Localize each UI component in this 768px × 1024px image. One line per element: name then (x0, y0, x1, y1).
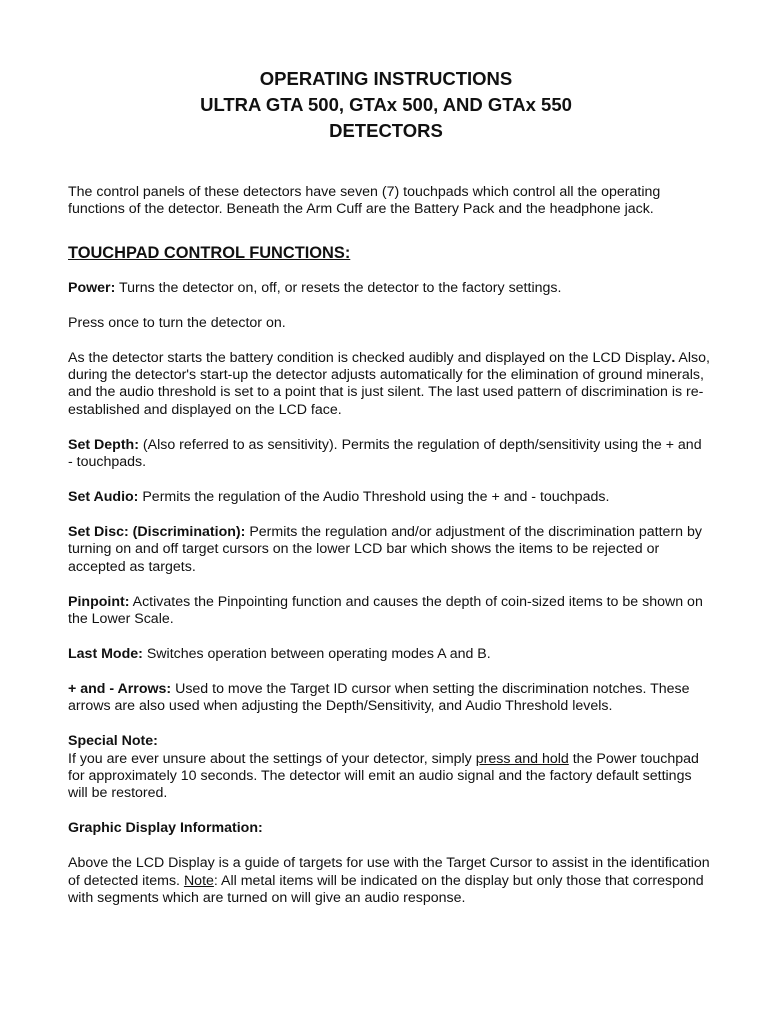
startup-text-a: As the detector starts the battery condition is checked audibly and displayed on the LCD Display (68, 349, 672, 366)
startup-bold-period: . (671, 349, 676, 366)
last-mode-paragraph (68, 646, 710, 663)
title-line-1: OPERATING INSTRUCTIONS (259, 68, 513, 89)
special-note-label: Special Note: (68, 733, 158, 750)
special-note-paragraph (68, 733, 710, 803)
pinpoint-text: Activates the Pinpointing function and causes the depth of coin-sized items to be shown on the Lower Scale. (68, 593, 703, 628)
pinpoint-label: Pinpoint: (68, 593, 130, 610)
graphic-display-text-b: : All metal items will be indicated on the display but only those that correspond with segments which are turned on will give an audio response. (68, 872, 704, 907)
set-disc-text: Permits the regulation and/or adjustment of the discrimination pattern by turning on and off target cursors on the lower LCD bar which shows the items to be rejected or accepted as targets. (68, 523, 702, 575)
set-audio-label: Set Audio: (68, 489, 139, 506)
arrows-text: Used to move the Target ID cursor when setting the discrimination notches. These arrows are also used when adjusting the Depth/Sensitivity, and Audio Threshold levels. (68, 680, 690, 715)
startup-text-b: Also, during the detector's start-up the detector adjusts automatically for the elimination of ground minerals, and the audio threshold is set to a point that is just silent. The last used pattern of discrimination is re-established and displayed on the LCD face. (68, 349, 710, 418)
set-disc-paragraph (68, 524, 710, 576)
set-depth-label: Set Depth: (68, 436, 139, 453)
title-line-2: ULTRA GTA 500, GTAx 500, AND GTAx 550 (200, 94, 572, 115)
intro-paragraph: The control panels of these detectors have seven (7) touchpads which control all the operating functions of the detector. Beneath the Arm Cuff are the Battery Pack and the headphone jack. (68, 184, 661, 218)
graphic-display-text-a: Above the LCD Display is a guide of targets for use with the Target Cursor to assist in the identification of detected items. (68, 855, 710, 889)
power-text: Turns the detector on, off, or resets the detector to the factory settings. (115, 279, 562, 296)
document-page (68, 66, 710, 907)
special-note-underlined: press and hold (475, 750, 569, 767)
set-depth-paragraph (68, 437, 710, 472)
set-depth-text: (Also referred to as sensitivity). Permits the regulation of depth/sensitivity using the + and - touchpads. (68, 436, 702, 471)
power-paragraph (68, 280, 710, 297)
power-label: Power: (68, 279, 116, 296)
special-note-text-a: If you are ever unsure about the settings of your detector, simply (68, 750, 476, 767)
document-title (62, 66, 710, 144)
arrows-label: + and - Arrows: (68, 680, 172, 697)
title-line-3: DETECTORS (329, 120, 443, 141)
arrows-paragraph (68, 681, 710, 716)
set-audio-text: Permits the regulation of the Audio Threshold using the + and - touchpads. (138, 489, 610, 506)
pinpoint-paragraph (68, 594, 710, 629)
last-mode-text: Switches operation between operating modes A and B. (142, 646, 491, 662)
startup-paragraph (68, 350, 710, 420)
graphic-display-heading: Graphic Display Information: (68, 820, 263, 837)
set-audio-paragraph (68, 489, 710, 506)
press-once-paragraph: Press once to turn the detector on. (68, 314, 286, 331)
section-heading-touchpad-functions: TOUCHPAD CONTROL FUNCTIONS: (68, 243, 351, 262)
last-mode-label: Last Mode: (68, 646, 143, 662)
special-note-text-b: the Power touchpad for approximately 10 seconds. The detector will emit an audio signal and the factory default settings will be restored. (68, 750, 699, 802)
set-disc-label: Set Disc: (Discrimination): (68, 523, 246, 540)
graphic-display-note-label: Note (183, 872, 214, 889)
graphic-display-paragraph (68, 855, 710, 907)
